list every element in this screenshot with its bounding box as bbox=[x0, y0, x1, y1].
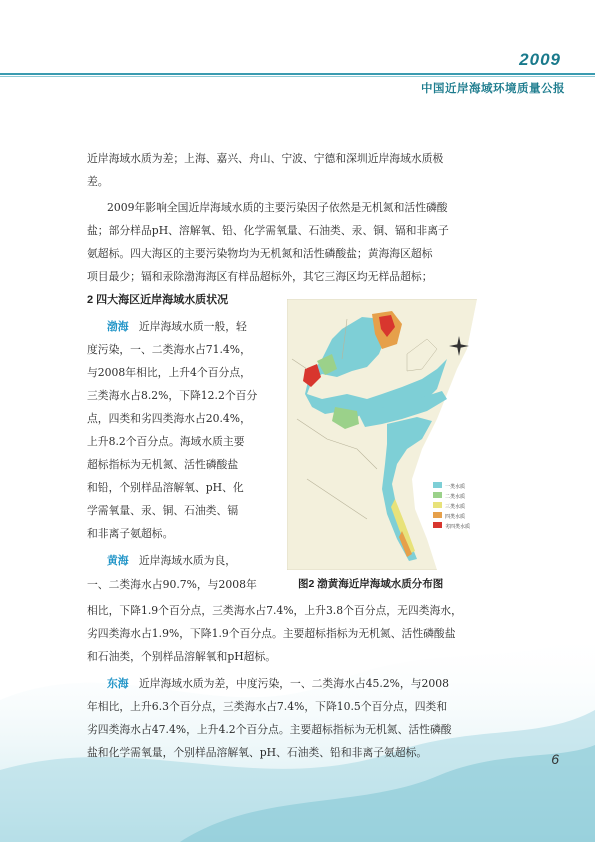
figure-caption: 图2 渤黄海近岸海域水质分布图 bbox=[298, 578, 444, 590]
pollutant-line: 盐；部分样品pH、溶解氧、铅、化学需氧量、石油类、汞、铜、镉和非离子 bbox=[87, 224, 449, 237]
legend-swatch-class4 bbox=[433, 512, 442, 518]
donghai-text: 近岸海域水质为差，中度污染，一、二类海水占45.2%，与2008 bbox=[138, 677, 449, 690]
bohai-line: 和非离子氨超标。 bbox=[87, 527, 174, 540]
intro-line: 差。 bbox=[87, 175, 109, 188]
huanghai-text: 近岸海域水质为良， bbox=[138, 554, 237, 567]
water-quality-map bbox=[287, 299, 486, 570]
huanghai-line: 劣四类海水占1.9%，下降1.9个百分点。主要超标指标为无机氮、活性磷酸盐 bbox=[87, 627, 456, 640]
pollutant-line: 项目最少；镉和汞除渤海海区有样品超标外，其它三海区均无样品超标； bbox=[87, 270, 433, 283]
sea-name-donghai: 东海 bbox=[107, 677, 129, 690]
bohai-line: 三类海水占8.2%，下降12.2个百分 bbox=[87, 389, 258, 402]
section-heading: 2 四大海区近岸海域水质状况 bbox=[87, 294, 229, 306]
huanghai-line: 相比，下降1.9个百分点，三类海水占7.4%，上升3.8个百分点，无四类海水， bbox=[87, 604, 462, 617]
legend-swatch-class2 bbox=[433, 492, 442, 498]
sea-name-huanghai: 黄海 bbox=[107, 554, 129, 567]
legend-label: 三类水质 bbox=[445, 504, 466, 510]
pollutant-line: 氨超标。四大海区的主要污染物均为无机氮和活性磷酸盐；黄海海区超标 bbox=[87, 247, 433, 260]
legend-label: 二类水质 bbox=[445, 494, 466, 500]
legend-swatch-class1 bbox=[433, 482, 442, 488]
huanghai-line: 和石油类，个别样品溶解氧和pH超标。 bbox=[87, 650, 277, 663]
header-rule bbox=[0, 73, 595, 75]
map-graphic bbox=[287, 299, 486, 570]
bohai-line bbox=[107, 316, 247, 339]
intro-line: 近岸海域水质为差；上海、嘉兴、舟山、宁波、宁德和深圳近岸海域水质极 bbox=[87, 152, 444, 165]
bohai-line: 上升8.2个百分点。海域水质主要 bbox=[87, 435, 245, 448]
bohai-text: 近岸海域水质一般，轻 bbox=[138, 320, 247, 333]
bohai-line: 度污染，一、二类海水占71.4%， bbox=[87, 343, 251, 356]
huanghai-line bbox=[107, 550, 236, 573]
pollutant-line: 2009年影响全国近岸海域水质的主要污染因子依然是无机氮和活性磷酸 bbox=[107, 201, 448, 214]
legend-label: 一类水质 bbox=[445, 484, 466, 490]
bohai-line: 和铅，个别样品溶解氧、pH、化 bbox=[87, 481, 244, 494]
donghai-line bbox=[107, 673, 449, 696]
donghai-line: 盐和化学需氧量，个别样品溶解氧、pH、石油类、铅和非离子氨超标。 bbox=[87, 746, 428, 759]
report-title: 中国近岸海域环境质量公报 bbox=[421, 81, 565, 95]
page-number: 6 bbox=[551, 751, 559, 767]
huanghai-line: 一、二类海水占90.7%，与2008年 bbox=[87, 578, 257, 591]
bohai-line: 超标指标为无机氮、活性磷酸盐 bbox=[87, 458, 239, 471]
legend-label: 四类水质 bbox=[445, 514, 466, 520]
header-rule-thin bbox=[0, 76, 595, 77]
legend-swatch-class3 bbox=[433, 502, 442, 508]
bohai-line: 与2008年相比，上升4个百分点， bbox=[87, 366, 251, 379]
legend-swatch-class5 bbox=[433, 522, 442, 528]
header-year: 2009 bbox=[519, 50, 561, 69]
bohai-line: 点，四类和劣四类海水占20.4%， bbox=[87, 412, 251, 425]
bohai-line: 学需氧量、汞、铜、石油类、镉 bbox=[87, 504, 239, 517]
donghai-line: 年相比，上升6.3个百分点，三类海水占7.4%，下降10.5个百分点，四类和 bbox=[87, 700, 448, 713]
sea-name-bohai: 渤海 bbox=[107, 320, 129, 333]
legend-label: 劣四类水质 bbox=[445, 524, 471, 530]
donghai-line: 劣四类海水占47.4%，上升4.2个百分点。主要超标指标为无机氮、活性磷酸 bbox=[87, 723, 452, 736]
